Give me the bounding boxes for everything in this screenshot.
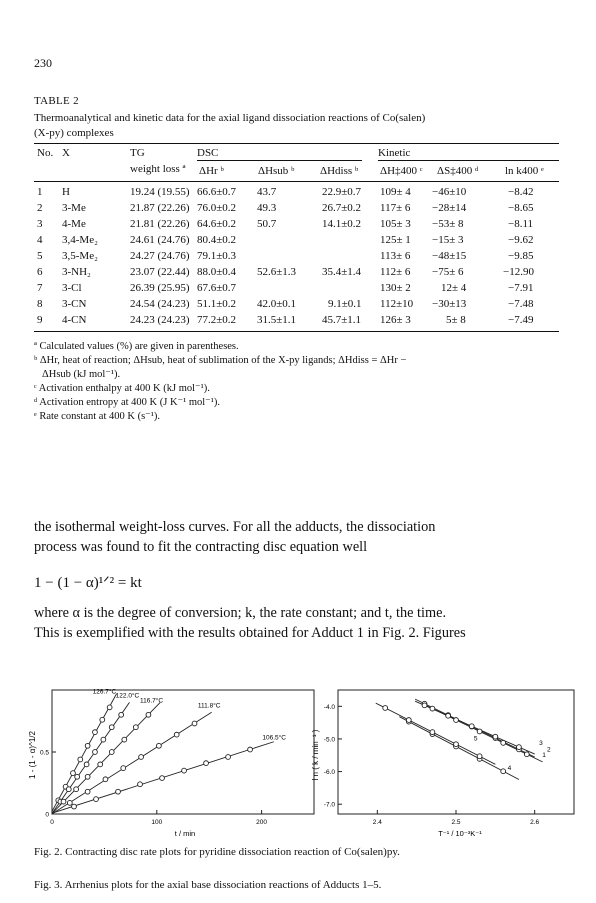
data-point — [109, 750, 114, 755]
cell-dH400: 109± 4 — [380, 186, 411, 198]
paragraph-2-line-1: where α is the degree of conversion; k, the rate constant; and t, the time. — [34, 605, 447, 621]
y-tick-label: -7.0 — [323, 801, 335, 809]
footnote-d: ᵈ Activation entropy at 400 K (J K⁻¹ mol⁻¹). — [34, 397, 220, 408]
data-point — [122, 737, 127, 742]
series-label: 106.5°C — [262, 734, 286, 742]
data-point — [138, 782, 143, 787]
fig2-frame — [52, 690, 314, 814]
series-label: 3 — [539, 739, 543, 747]
cell-dHr: 88.0±0.4 — [197, 266, 237, 278]
fig3-series-labels — [474, 736, 551, 772]
cell-dHdiss: 35.4±1.4 — [322, 266, 362, 278]
data-point — [94, 797, 99, 802]
series-label: 5 — [473, 735, 478, 743]
cell-dH400: 113± 6 — [380, 250, 411, 262]
paragraph-1-line-1: the isothermal weight-loss curves. For all the adducts, the dissociation — [34, 519, 436, 535]
table-header-rule — [34, 181, 559, 182]
data-point — [454, 742, 459, 747]
cell-dH400: 112± 6 — [380, 266, 411, 278]
cell-dH400: 117± 6 — [380, 202, 411, 214]
series-label: 1 — [542, 751, 546, 759]
data-point — [74, 787, 79, 792]
data-point — [446, 713, 451, 718]
y-tick-label: -4.0 — [323, 703, 335, 711]
data-point — [174, 732, 179, 737]
cell-no: 6 — [37, 266, 43, 278]
cell-lnk400: −7.49 — [508, 314, 534, 326]
cell-tg: 21.81 (22.26) — [130, 218, 190, 230]
series-line — [52, 703, 160, 814]
data-point — [67, 800, 72, 805]
data-point — [406, 718, 411, 723]
header-dHsub: ΔHsub ᵇ — [258, 165, 295, 177]
cell-lnk400: −7.91 — [508, 282, 534, 294]
data-point — [477, 729, 482, 734]
cell-dHdiss: 9.1±0.1 — [328, 298, 362, 310]
cell-dHr: 64.6±0.2 — [197, 218, 237, 230]
data-point — [119, 712, 124, 717]
data-point — [93, 730, 98, 735]
data-point — [517, 745, 522, 750]
cell-dS400: −28±14 — [432, 202, 467, 214]
cell-dHsub: 50.7 — [257, 218, 277, 230]
data-point — [100, 717, 105, 722]
series-line — [52, 712, 212, 814]
data-point — [192, 721, 197, 726]
data-point — [139, 755, 144, 760]
cell-dHdiss: 45.7±1.1 — [322, 314, 362, 326]
cell-tg: 26.39 (25.95) — [130, 282, 190, 294]
paragraph-1-line-2: process was found to fit the contracting disc equation well — [34, 539, 368, 555]
cell-lnk400: −8.65 — [508, 202, 534, 214]
data-point — [133, 725, 138, 730]
table-label: TABLE 2 — [34, 95, 79, 107]
cell-x: 3-NH₂ — [62, 266, 91, 278]
cell-dHr: 66.6±0.7 — [197, 186, 237, 198]
footnote-a: ª Calculated values (%) are given in parentheses. — [34, 341, 239, 352]
cell-no: 1 — [37, 186, 43, 198]
x-tick-label: 2.4 — [372, 819, 382, 826]
data-point — [146, 712, 151, 717]
cell-dHdiss: 22.9±0.7 — [322, 186, 362, 198]
cell-dHsub: 42.0±0.1 — [257, 298, 297, 310]
cell-dH400: 105± 3 — [380, 218, 411, 230]
cell-tg: 24.23 (24.23) — [130, 314, 190, 326]
cell-lnk400: −12.90 — [503, 266, 534, 278]
fig3-chart — [310, 680, 580, 840]
data-point — [501, 740, 506, 745]
cell-lnk400: −9.62 — [508, 234, 534, 246]
fig2-chart — [30, 680, 330, 840]
x-tick-label: 0 — [50, 819, 54, 826]
cell-x: 3-CN — [62, 298, 87, 310]
data-point — [501, 769, 506, 774]
data-point — [430, 730, 435, 735]
series-label: 126.7°C — [92, 688, 117, 696]
cell-dHr: 76.0±0.2 — [197, 202, 237, 214]
data-point — [182, 768, 187, 773]
x-tick-label: 2.6 — [530, 819, 540, 826]
cell-dS400: −15± 3 — [432, 234, 464, 246]
cell-tg: 24.61 (24.76) — [130, 234, 190, 246]
cell-dHsub: 52.6±1.3 — [257, 266, 297, 278]
cell-x: 3,4-Me₂ — [62, 234, 98, 246]
footnote-b: ᵇ ΔHr, heat of reaction; ΔHsub, heat of sublimation of the X-py ligands; ΔHdiss = ΔHr − — [34, 355, 407, 366]
footnote-c: ᶜ Activation enthalpy at 400 K (kJ mol⁻¹). — [34, 383, 210, 394]
y-tick-label: -5.0 — [323, 736, 335, 744]
cell-dH400: 112±10 — [380, 298, 414, 310]
cell-tg: 24.54 (24.23) — [130, 298, 190, 310]
fig3-frame — [338, 690, 574, 814]
y-tick-label: -6.0 — [323, 769, 335, 777]
fig3-points — [383, 701, 529, 773]
data-point — [121, 766, 126, 771]
cell-dS400: −53± 8 — [432, 218, 464, 230]
table-top-rule — [34, 143, 559, 144]
cell-dS400: 12± 4 — [441, 282, 467, 294]
fig3-lines — [376, 699, 543, 779]
data-point — [469, 724, 474, 729]
header-dHr: ΔHr ᵇ — [199, 165, 224, 177]
cell-x: 3-Cl — [62, 282, 82, 294]
series-label: 2 — [547, 746, 551, 754]
header-x: X — [62, 147, 70, 159]
cell-x: 3-Me — [62, 202, 86, 214]
cell-tg: 23.07 (22.44) — [130, 266, 190, 278]
paragraph-2-line-2: This is exemplified with the results obtained for Adduct 1 in Fig. 2. Figures — [34, 625, 466, 641]
cell-dHdiss: 26.7±0.2 — [322, 202, 362, 214]
rate-equation: 1 − (1 − α)¹ᐟ² = kt — [34, 575, 142, 591]
cell-x: H — [62, 186, 70, 198]
data-point — [156, 743, 161, 748]
header-dH400: ΔH‡400 ᶜ — [380, 165, 423, 177]
fig2-ylabel: 1 - (1 - α)^1/2 — [28, 731, 37, 779]
data-point — [72, 804, 77, 809]
data-point — [93, 750, 98, 755]
data-point — [98, 762, 103, 767]
y-tick-label: 0 — [45, 811, 49, 819]
data-point — [430, 706, 435, 711]
data-point — [109, 725, 114, 730]
header-kinetic: Kinetic — [378, 147, 411, 159]
header-tg: TG — [130, 147, 145, 159]
header-dsc: DSC — [197, 147, 219, 159]
data-point — [454, 718, 459, 723]
cell-dS400: 5± 8 — [446, 314, 466, 326]
cell-dHr: 51.1±0.2 — [197, 298, 237, 310]
cell-lnk400: −8.11 — [508, 218, 534, 230]
cell-no: 5 — [37, 250, 43, 262]
data-point — [493, 734, 498, 739]
fig3-xlabel: T⁻¹ / 10⁻³K⁻¹ — [438, 829, 482, 838]
cell-dS400: −30±13 — [432, 298, 467, 310]
paragraph-1 — [34, 517, 559, 557]
cell-dHdiss: 14.1±0.2 — [322, 218, 362, 230]
x-tick-label: 200 — [256, 819, 268, 826]
fig2-xlabel: t / min — [174, 829, 196, 838]
cell-dS400: −46±10 — [432, 186, 467, 198]
cell-dH400: 125± 1 — [380, 234, 411, 246]
data-point — [61, 799, 66, 804]
footnote-b-cont: ΔHsub (kJ mol⁻¹). — [42, 369, 121, 380]
series-label: 122.0°C — [115, 692, 140, 700]
series-label: 4 — [507, 764, 512, 772]
kinetic-group-rule — [378, 160, 559, 161]
data-point — [85, 789, 90, 794]
data-point — [422, 703, 427, 708]
footnote-e: ᵉ Rate constant at 400 K (s⁻¹). — [34, 411, 160, 422]
page-number: 230 — [34, 56, 52, 70]
fig3-ylabel: l n ( k / min⁻¹ ) — [311, 729, 320, 781]
cell-tg: 24.27 (24.76) — [130, 250, 190, 262]
header-lnk400: ln k400 ᵉ — [505, 165, 544, 177]
cell-lnk400: −9.85 — [508, 250, 534, 262]
data-point — [75, 774, 80, 779]
data-point — [116, 789, 121, 794]
cell-dHsub: 43.7 — [257, 186, 277, 198]
fig2-axes — [52, 690, 314, 814]
cell-no: 7 — [37, 282, 43, 294]
cell-lnk400: −8.42 — [508, 186, 534, 198]
cell-dS400: −75± 6 — [432, 266, 464, 278]
fig2-points — [56, 705, 253, 809]
table-footnotes — [34, 340, 559, 424]
cell-no: 9 — [37, 314, 43, 326]
y-tick-label: 0.5 — [39, 749, 49, 757]
cell-tg: 19.24 (19.55) — [130, 186, 190, 198]
data-point — [107, 705, 112, 710]
cell-dHr: 79.1±0.3 — [197, 250, 237, 262]
cell-x: 3,5-Me₂ — [62, 250, 98, 262]
cell-dHsub: 31.5±1.1 — [257, 314, 297, 326]
dsc-group-rule — [197, 160, 362, 161]
data-point — [477, 754, 482, 759]
cell-lnk400: −7.48 — [508, 298, 534, 310]
fig2-caption: Fig. 2. Contracting disc rate plots for pyridine dissociation reaction of Co(salen)py. — [34, 846, 400, 858]
data-point — [85, 774, 90, 779]
data-point — [524, 752, 529, 757]
cell-dH400: 126± 3 — [380, 314, 411, 326]
data-point — [71, 771, 76, 776]
data-point — [84, 762, 89, 767]
series-line — [52, 702, 129, 813]
cell-no: 2 — [37, 202, 43, 214]
data-point — [226, 755, 231, 760]
table-caption-line-1: Thermoanalytical and kinetic data for the axial ligand dissociation reactions of Co(salen) — [34, 112, 426, 124]
cell-dHr: 77.2±0.2 — [197, 314, 237, 326]
cell-no: 4 — [37, 234, 43, 246]
series-label: 116.7°C — [140, 697, 164, 705]
cell-dS400: −48±15 — [432, 250, 467, 262]
header-dHdiss: ΔHdiss ᵇ — [320, 165, 359, 177]
data-point — [160, 776, 165, 781]
paragraph-2 — [34, 603, 559, 643]
cell-x: 4-Me — [62, 218, 86, 230]
cell-no: 8 — [37, 298, 43, 310]
cell-dH400: 130± 2 — [380, 282, 411, 294]
data-point — [85, 743, 90, 748]
series-label: 111.8°C — [197, 702, 221, 710]
fig3-caption: Fig. 3. Arrhenius plots for the axial base dissociation reactions of Adducts 1–5. — [34, 879, 382, 891]
table-caption — [34, 111, 559, 141]
data-point — [383, 706, 388, 711]
data-point — [101, 737, 106, 742]
data-point — [103, 777, 108, 782]
fig2-lines — [52, 694, 274, 814]
header-weight-loss: weight loss ª — [130, 163, 186, 175]
header-no: No. — [37, 147, 54, 159]
header-dS400: ΔS‡400 ᵈ — [437, 165, 479, 177]
table-bottom-rule — [34, 331, 559, 332]
data-point — [248, 747, 253, 752]
cell-x: 4-CN — [62, 314, 87, 326]
x-tick-label: 2.5 — [451, 819, 461, 826]
data-point — [204, 761, 209, 766]
cell-no: 3 — [37, 218, 43, 230]
table-caption-line-2: (X-py) complexes — [34, 127, 114, 139]
x-tick-label: 100 — [151, 819, 163, 826]
cell-dHr: 67.6±0.7 — [197, 282, 237, 294]
cell-tg: 21.87 (22.26) — [130, 202, 190, 214]
cell-dHsub: 49.3 — [257, 202, 277, 214]
data-point — [66, 787, 71, 792]
cell-dHr: 80.4±0.2 — [197, 234, 237, 246]
data-point — [78, 757, 83, 762]
